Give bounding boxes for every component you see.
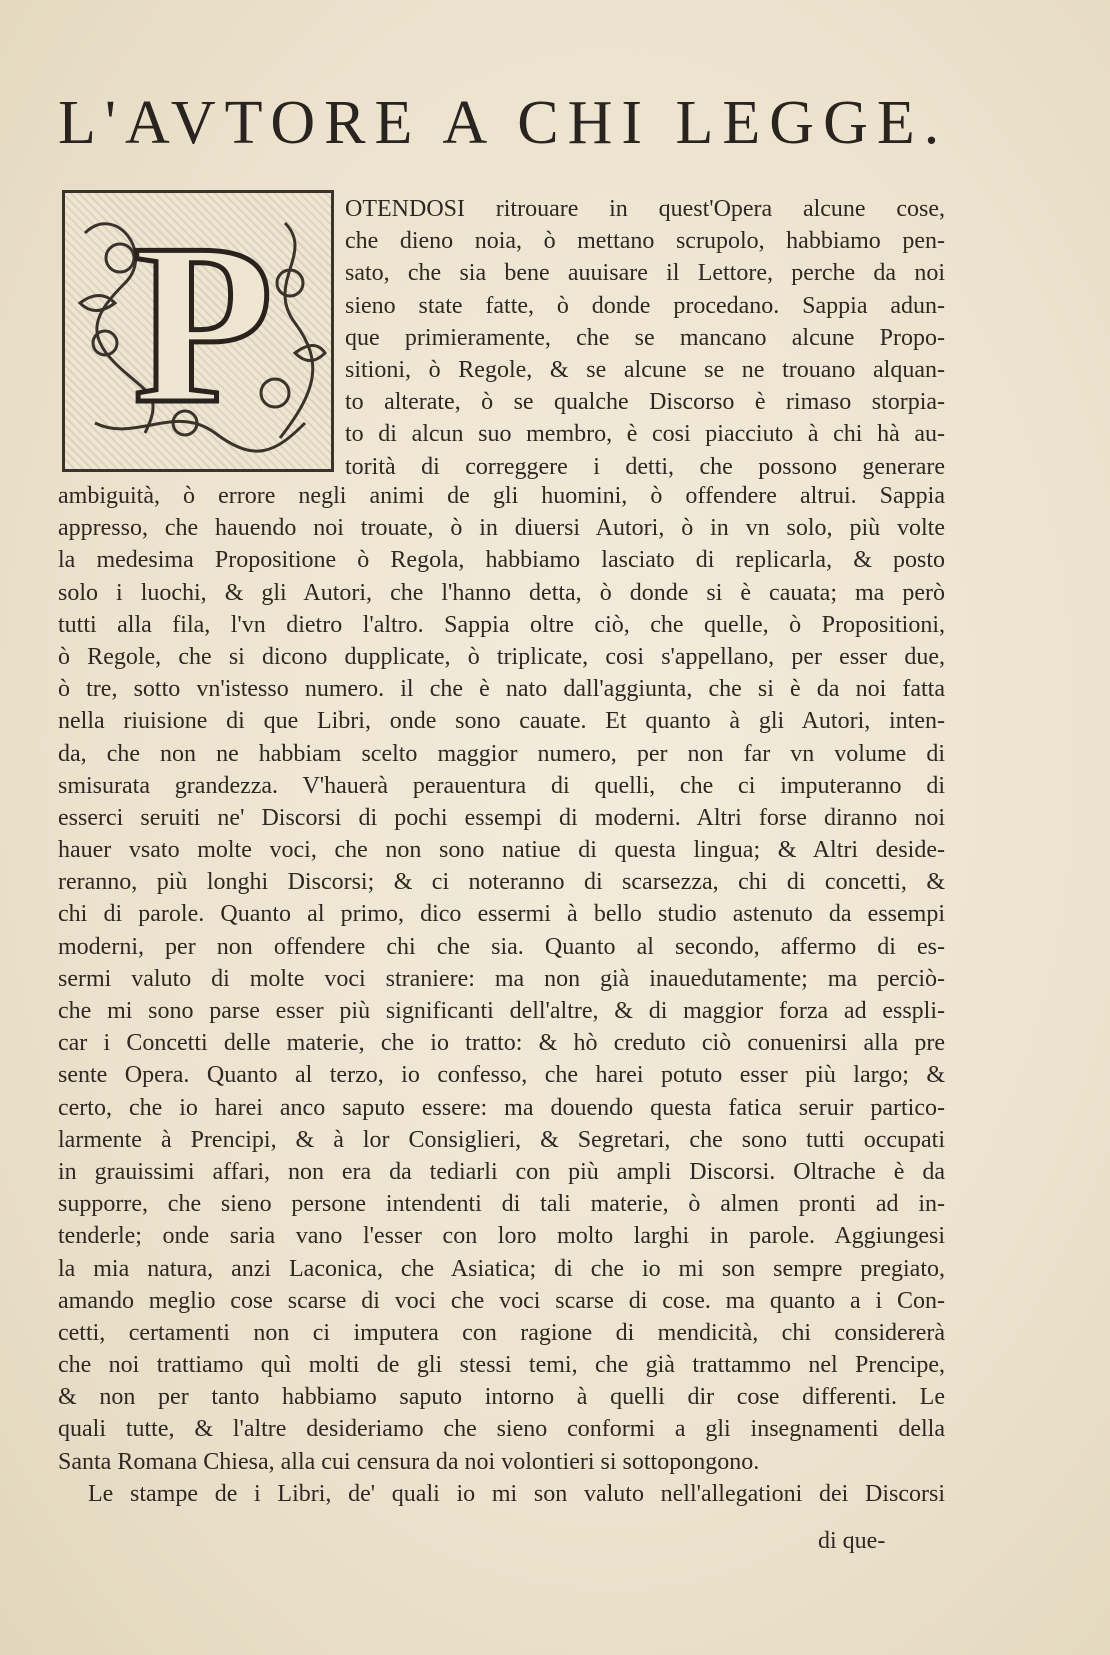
- text-line: amando meglio cose scarse di voci che voci scarse di cose. ma quanto a i Con-: [58, 1287, 945, 1314]
- intro-paragraph: [345, 193, 945, 483]
- text-line: tutti alla fila, l'vn dietro l'altro. Sappia oltre ciò, che quelle, ò Propositioni,: [58, 611, 945, 638]
- text-line: solo i luochi, & gli Autori, che l'hanno detta, ò donde si è cauata; ma però: [58, 579, 945, 606]
- text-line: hauer vsato molte voci, che non sono natiue di questa lingua; & Altri deside-: [58, 837, 945, 864]
- text-line: nella riuisione di que Libri, onde sono cauate. Et quanto à gli Autori, inten-: [58, 708, 945, 735]
- text-line: ambiguità, ò errore negli animi de gli huomini, ò offendere altrui. Sappia: [58, 483, 945, 509]
- text-line: ò tre, sotto vn'istesso numero. il che è nato dall'aggiunta, che si è da noi fatta: [58, 676, 945, 703]
- text-line: to alterate, ò se qualche Discorso è rimaso storpia-: [345, 389, 945, 416]
- text-line: Santa Romana Chiesa, alla cui censura da noi volontieri si sottopongono.: [58, 1448, 760, 1475]
- text-line: che mi sono parse esser più significanti dell'altre, & di maggior forza ad esspli-: [58, 998, 945, 1024]
- text-line: quali tutte, & l'altre desideriamo che sieno conformi a gli insegnamenti della: [58, 1416, 945, 1443]
- text-line: sato, che sia bene auuisare il Lettore, perche da noi: [345, 260, 945, 287]
- text-line: certo, che io harei anco saputo essere: ma douendo questa fatica seruir partico-: [58, 1094, 945, 1121]
- text-line: Le stampe de i Libri, de' quali io mi son valuto nell'allegationi dei Discorsi: [88, 1480, 945, 1507]
- text-line: che noi trattiamo quì molti de gli stessi temi, che già trattammo nel Prencipe,: [58, 1352, 945, 1379]
- drop-cap-letter: P: [132, 196, 274, 451]
- decorated-initial: [62, 190, 334, 472]
- text-line: car i Concetti delle materie, che io tratto: & hò creduto ciò conuenirsi alla pre: [58, 1030, 945, 1057]
- text-line: larmente à Prencipi, & à lor Consiglieri, & Segretari, che sono tutti occupati: [58, 1126, 945, 1153]
- text-line: supporre, che sieno persone intendenti di tali materie, ò almen pronti ad in-: [58, 1191, 945, 1218]
- text-line: moderni, per non offendere chi che sia. Quanto al secondo, affermo di es-: [58, 933, 945, 960]
- text-line: chi di parole. Quanto al primo, dico essermi à bello studio astenuto da essempi: [58, 901, 945, 928]
- text-line: che dieno noia, ò mettano scrupolo, habbiamo pen-: [345, 228, 945, 255]
- text-line: to di alcun suo membro, è cosi piacciuto à chi hà au-: [345, 421, 945, 448]
- text-line: OTENDOSI ritrouare in quest'Opera alcune cose,: [345, 196, 945, 222]
- text-line: la mia natura, anzi Laconica, che Asiatica; di che io mi son sempre pregiato,: [58, 1255, 945, 1282]
- floral-ornament-icon: [65, 193, 331, 469]
- text-line: & non per tanto habbiamo saputo intorno à quelli dir cose differenti. Le: [58, 1384, 945, 1411]
- catchword: di que-: [818, 1528, 886, 1554]
- text-line: appresso, che hauendo noi trouate, ò in diuersi Autori, ò in vn solo, più volte: [58, 515, 945, 542]
- body-text: [58, 480, 945, 1510]
- text-line: reranno, più longhi Discorsi; & ci noteranno di scarsezza, chi di concetti, &: [58, 869, 945, 896]
- text-line: torità di correggere i detti, che possono generare: [345, 453, 945, 480]
- text-line: tenderle; onde saria vano l'esser con loro molto larghi in parole. Aggiungesi: [58, 1223, 945, 1250]
- page-title: L'AVTORE A CHI LEGGE.: [58, 89, 949, 157]
- text-line: sente Opera. Quanto al terzo, io confesso, che harei potuto esser più largo; &: [58, 1062, 945, 1089]
- text-line: ò Regole, che si dicono dupplicate, ò triplicate, cosi s'appellano, per esser due,: [58, 643, 945, 670]
- text-line: sermi valuto di molte voci straniere: ma non già inauedutamente; ma perciò-: [58, 965, 945, 992]
- text-line: la medesima Propositione ò Regola, habbiamo lasciato di replicarla, & posto: [58, 547, 945, 574]
- text-line: in grauissimi affari, non era da tediarli con più ampli Discorsi. Oltrache è da: [58, 1158, 945, 1185]
- text-line: esserci seruiti ne' Discorsi di pochi essempi di moderni. Altri forse diranno noi: [58, 804, 945, 831]
- text-line: da, che non ne habbiam scelto maggior numero, per non far vn volume di: [58, 740, 945, 767]
- text-line: cetti, certamenti non ci imputera con ragione di mendicità, chi considererà: [58, 1319, 945, 1346]
- text-line: que primieramente, che se mancano alcune Propo-: [345, 324, 945, 351]
- text-line: smisurata grandezza. V'hauerà perauentura di quelli, che ci imputeranno di: [58, 772, 945, 799]
- text-line: sitioni, ò Regole, & se alcune se ne trouano alquan-: [345, 356, 945, 383]
- text-line: sieno state fatte, ò donde procedano. Sappia adun-: [345, 292, 945, 319]
